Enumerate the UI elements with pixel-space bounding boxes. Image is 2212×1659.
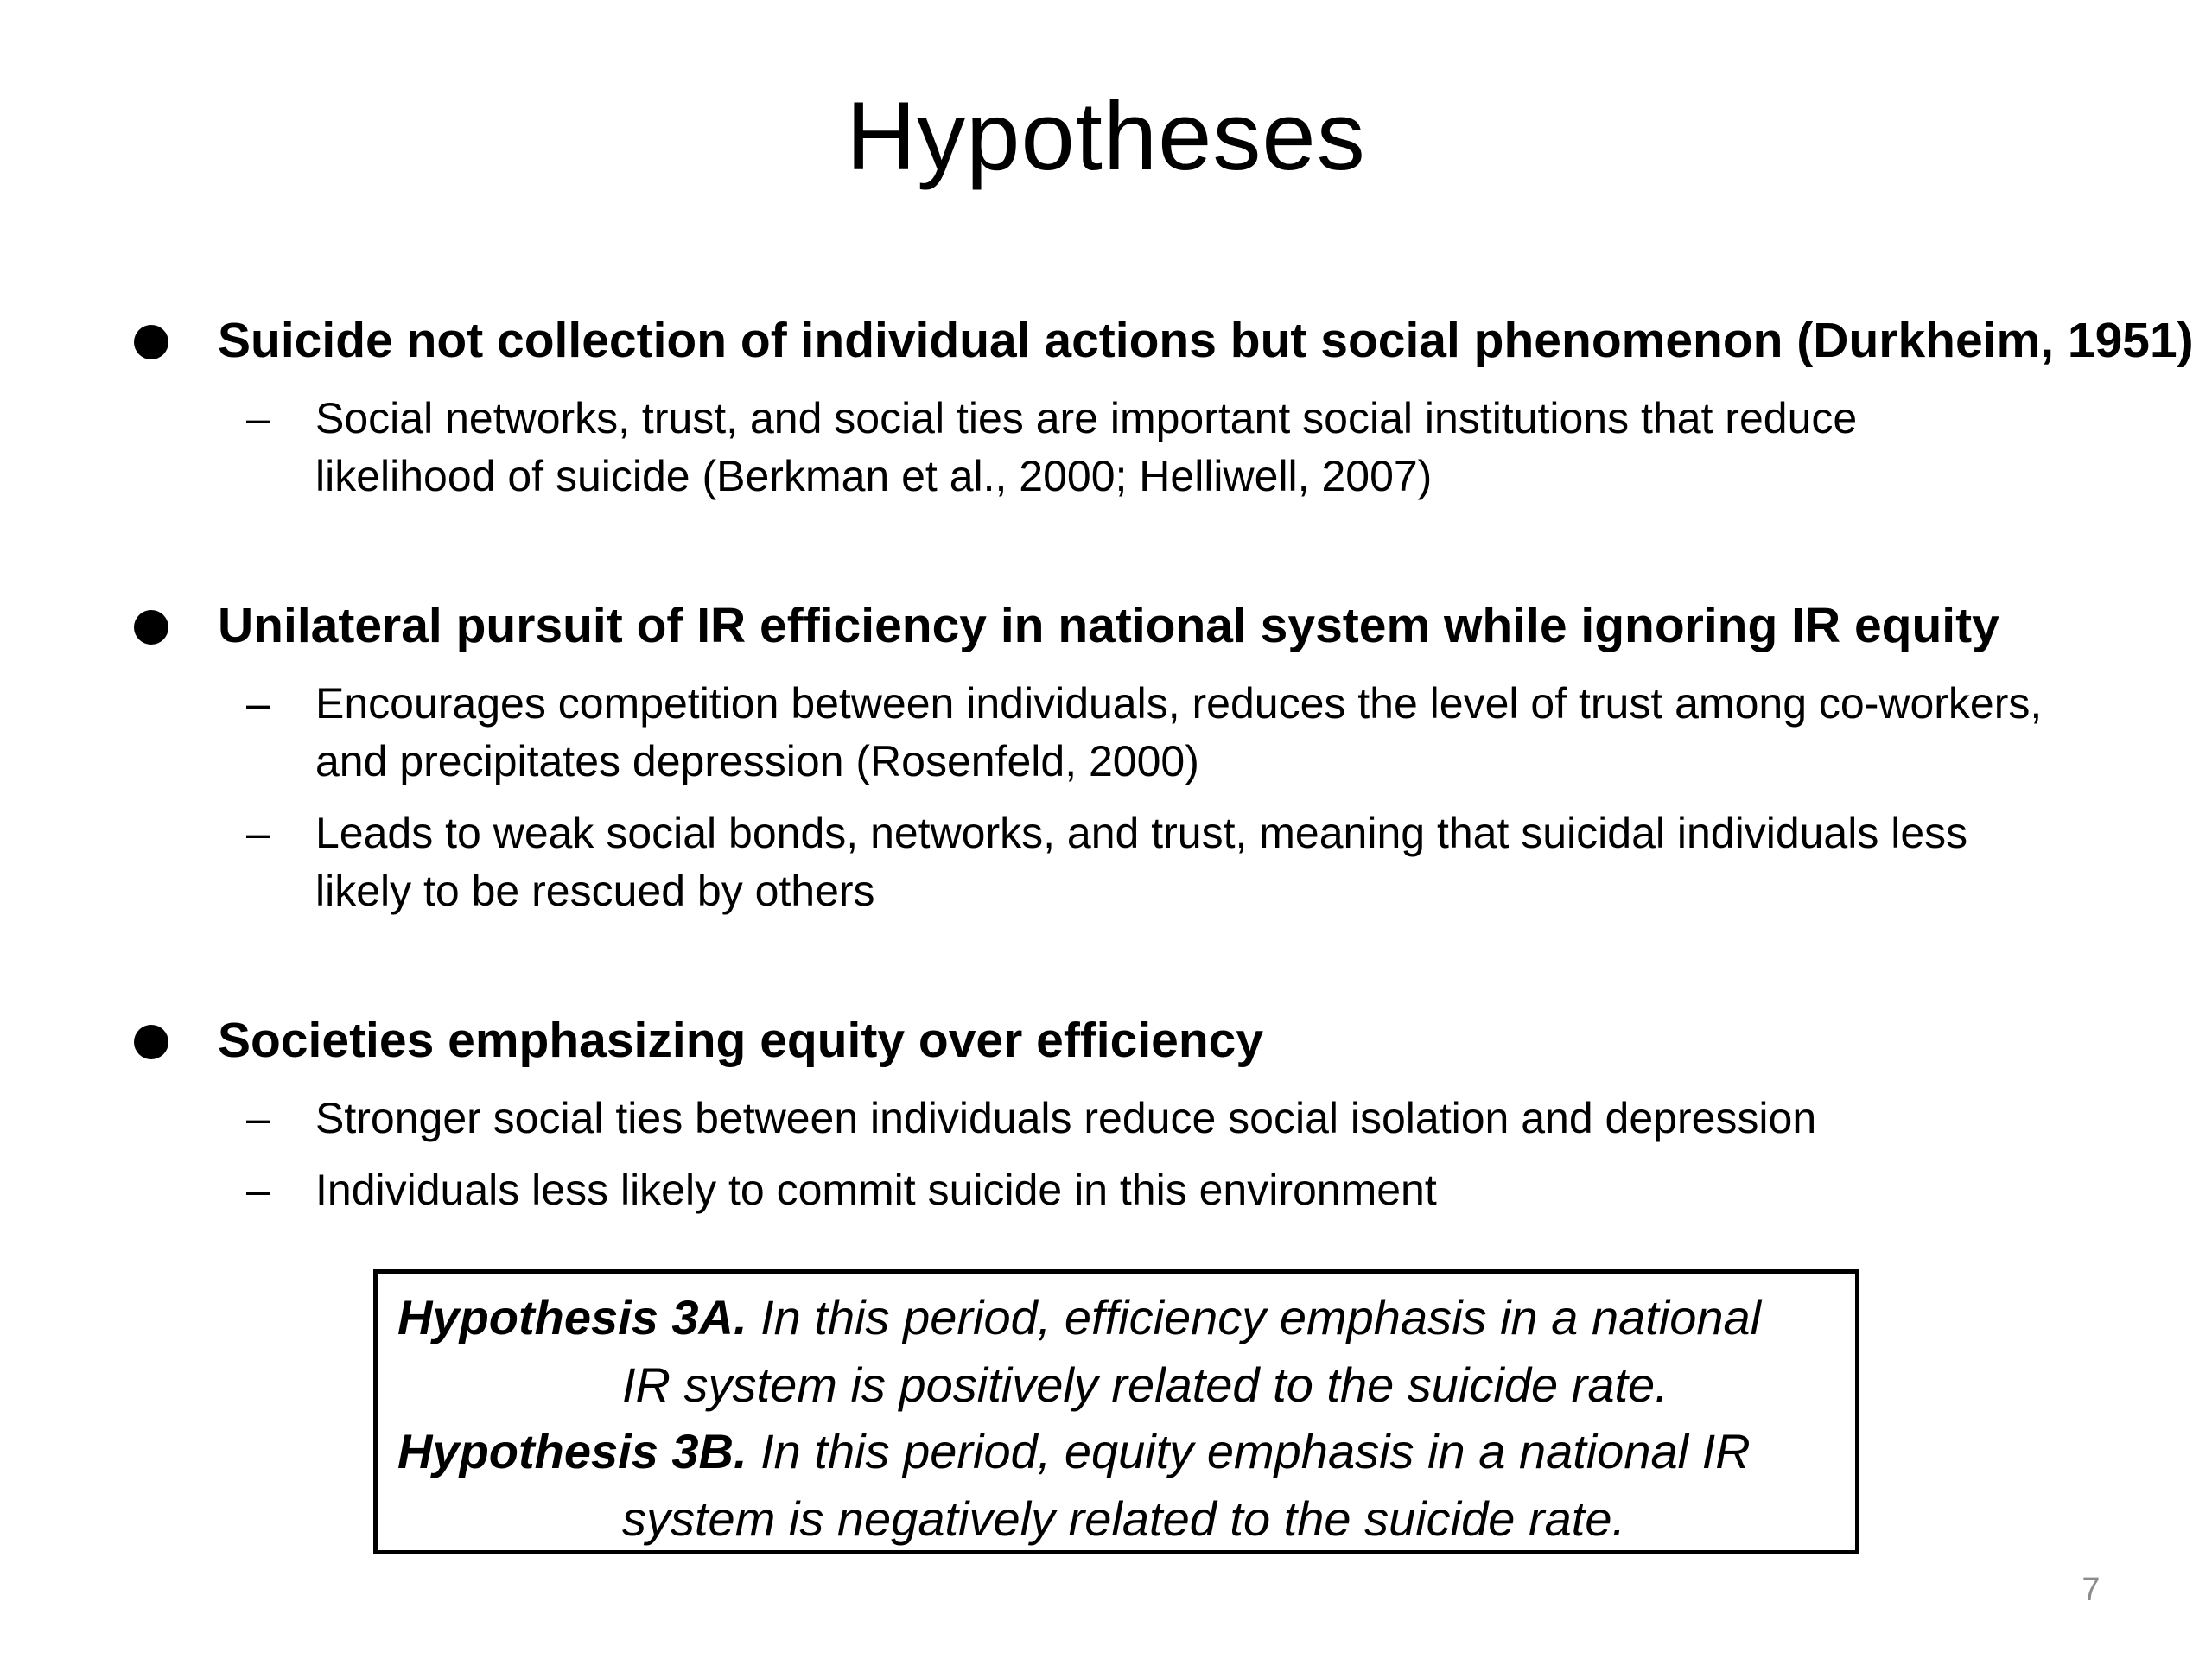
hypothesis-3b-line1 [397,1418,1751,1485]
sub-bullet-line: likely to be rescued by others [315,867,875,915]
hypothesis-3b-label: Hypothesis 3B. [397,1424,747,1478]
bullet-text: Unilateral pursuit of IR efficiency in national system while ignoring IR equity [218,598,1999,653]
bullet-dot-icon [134,1025,168,1059]
dash-icon: – [246,1094,270,1142]
hypothesis-3a-label: Hypothesis 3A. [397,1290,747,1344]
hypothesis-3a-line2: IR system is positively related to the suicide rate. [622,1357,1669,1412]
sub-bullet-line: Stronger social ties between individuals reduce social isolation and depression [315,1094,1817,1142]
sub-bullet-line: Social networks, trust, and social ties are important social institutions that reduce [315,394,1858,442]
dash-icon: – [246,809,270,857]
bullet-dot-icon [134,610,168,645]
sub-bullet-line: Leads to weak social bonds, networks, and trust, meaning that suicidal individuals less [315,809,1968,857]
dash-icon: – [246,1166,270,1214]
sub-bullet-line: Individuals less likely to commit suicide in this environment [315,1166,1437,1214]
hypothesis-box [373,1269,1859,1554]
dash-icon: – [246,679,270,728]
hypothesis-3a-text: In this period, efficiency emphasis in a national [760,1290,1762,1344]
dash-icon: – [246,394,270,442]
bullet-text: Suicide not collection of individual actions but social phenomenon (Durkheim, 1951) [218,313,2194,368]
slide-number: 7 [2082,1572,2101,1608]
sub-bullet-line: Encourages competition between individuals, reduces the level of trust among co-workers, [315,679,2043,728]
sub-bullet-line: likelihood of suicide (Berkman et al., 2000; Helliwell, 2007) [315,452,1433,500]
bullet-text: Societies emphasizing equity over efficiency [218,1013,1264,1068]
slide-title: Hypotheses [846,82,1366,190]
hypothesis-3b-text: In this period, equity emphasis in a national IR [760,1424,1751,1478]
bullet-dot-icon [134,325,168,359]
sub-bullet-line: and precipitates depression (Rosenfeld, 2000) [315,737,1199,785]
hypothesis-3b-line2: system is negatively related to the suicide rate. [622,1491,1626,1546]
hypothesis-3a-line1 [397,1284,1761,1351]
